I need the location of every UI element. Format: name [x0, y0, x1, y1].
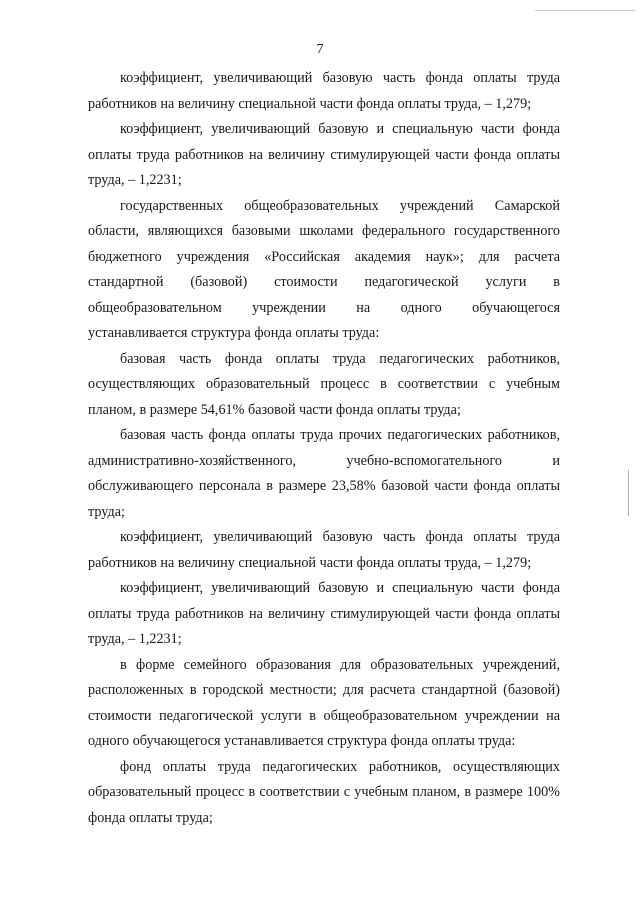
paragraph: коэффициент, увеличивающий базовую и специальную части фонда оплаты труда работников на величину стимулирующей части фонда оплаты труда, – 1,2231;	[88, 580, 560, 647]
page-number: 7	[316, 42, 324, 57]
paragraph: коэффициент, увеличивающий базовую часть фонда оплаты труда работников на величину специальной части фонда оплаты труда, – 1,279;	[88, 529, 560, 571]
paragraph: устанавливается структура фонда оплаты труда:	[88, 325, 380, 341]
paragraph: коэффициент, увеличивающий базовую и специальную части фонда оплаты труда работников на величину стимулирующей части фонда оплаты труда, – 1,2231;	[88, 121, 560, 188]
scan-artifact-mark	[628, 470, 629, 516]
paragraph: коэффициент, увеличивающий базовую часть фонда оплаты труда работников на величину специальной части фонда оплаты труда, – 1,279;	[88, 70, 560, 112]
paragraph: в форме семейного образования для образовательных учреждений, расположенных в городской местности; для расчета стандартной (базовой) стоимости педагогической услуги в общеобразовательном учреждении на одного обучающегося устанавливается структура фонда оплаты труда:	[88, 656, 560, 749]
scan-artifact-line	[535, 10, 635, 11]
paragraph: государственных общеобразовательных учреждений Самарской области, являющихся базовыми школами федерального государственного бюджетного учреждения «Российская академия наук»; для расчета стандартной (базовой) стоимости педагогической услуги в общеобразовательном учреждении на одного обучающегося	[88, 197, 560, 316]
paragraph: фонд оплаты труда педагогических работников, осуществляющих образовательный процесс в соответствии с учебным планом, в размере 100% фонда оплаты труда;	[88, 758, 560, 826]
paragraph: базовая часть фонда оплаты труда прочих педагогических работников, административно-хозяйственного, учебно-вспомогательного и обслуживающего персонала в размере 23,58% базовой части фонда оплаты труда;	[88, 427, 560, 520]
document-body	[88, 66, 560, 831]
paragraph: базовая часть фонда оплаты труда педагогических работников, осуществляющих образовательный процесс в соответствии с учебным планом, в размере 54,61% базовой части фонда оплаты труда;	[88, 350, 560, 418]
